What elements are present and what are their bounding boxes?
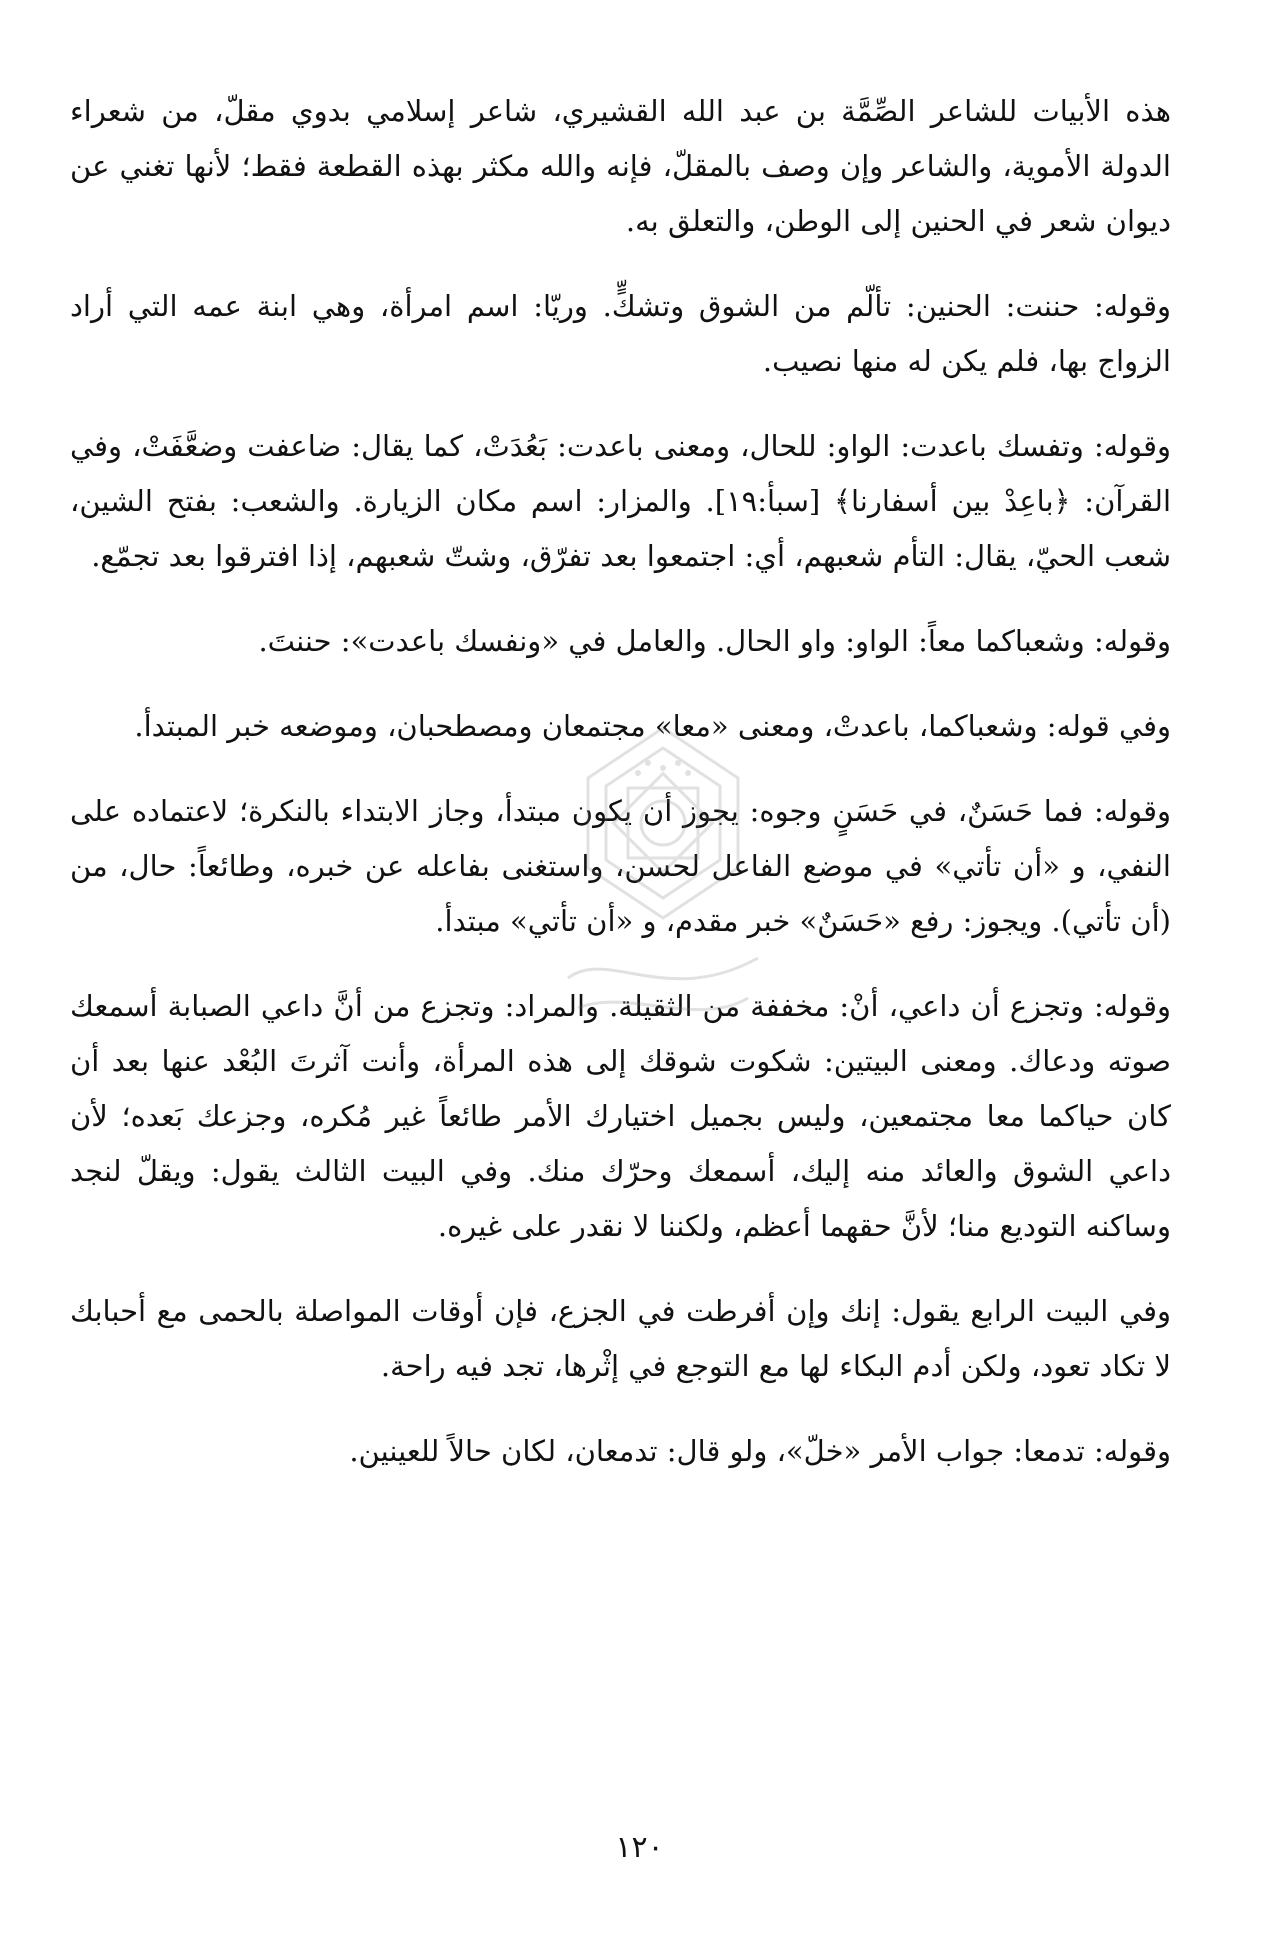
paragraph-3: وقوله: وتفسك باعدت: الواو: للحال، ومعنى باعدت: بَعُدَتْ، كما يقال: ضاعفت وضعَّفَتْ، وفي القرآن: ﴿باعِدْ بين أسفارنا﴾ [سبأ:١٩]. والمزار: اسم مكان الزيارة. والشعب: بفتح الشين، شعب الحيّ، يقال: التأم شعبهم، أي: اجتمعوا بعد تفرّق، وشتّ شعبهم، إذا افترقوا بعد تجمّع.	[70, 429, 1171, 573]
paragraph-8: وفي البيت الرابع يقول: إنك وإن أفرطت في الجزع، فإن أوقات المواصلة بالحمى مع أحبابك لا تكاد تعود، ولكن أدم البكاء لها مع التوجع في إثْرها، تجد فيه راحة.	[70, 1294, 1171, 1383]
body-text	[70, 84, 1171, 1509]
paragraph-9: وقوله: تدمعا: جواب الأمر «خلّ»، ولو قال: تدمعان، لكان حالاً للعينين.	[349, 1434, 1171, 1468]
paragraph-7: وقوله: وتجزع أن داعي، أنْ: مخففة من الثقيلة. والمراد: وتجزع من أنَّ داعي الصبابة أسمعك صوته ودعاك. ومعنى البيتين: شكوت شوقك إلى هذه المرأة، وأنت آثرتَ البُعْد عنها بعد أن كان حياكما معا مجتمعين، وليس بجميل اختيارك الأمر طائعاً غير مُكره، وجزعك بَعده؛ لأن داعي الشوق والعائد منه إليك، أسمعك وحرّك منك. وفي البيت الثالث يقول: ويقلّ لنجد وساكنه التوديع منا؛ لأنَّ حقهما أعظم، ولكننا لا نقدر على غيره.	[70, 989, 1171, 1243]
paragraph-6: وقوله: فما حَسَنٌ، في حَسَنٍ وجوه: يجوز أن يكون مبتدأ، وجاز الابتداء بالنكرة؛ لاعتماده على النفي، و «أن تأتي» في موضع الفاعل لحسن، واستغنى بفاعله عن خبره، وطائعاً: حال، من (أن تأتي). ويجوز: رفع «حَسَنٌ» خبر مقدم، و «أن تأتي» مبتدأ.	[70, 794, 1171, 938]
paragraph-1: هذه الأبيات للشاعر الصِّمَّة بن عبد الله القشيري، شاعر إسلامي بدوي مقلّ، من شعراء الدولة الأموية، والشاعر وإن وصف بالمقلّ، فإنه والله مكثر بهذه القطعة فقط؛ لأنها تغني عن ديوان شعر في الحنين إلى الوطن، والتعلق به.	[70, 94, 1171, 238]
paragraph-5: وفي قوله: وشعباكما، باعدتْ، ومعنى «معا» مجتمعان ومصطحبان، وموضعه خبر المبتدأ.	[134, 709, 1171, 743]
page-number: ١٢٠	[615, 1830, 664, 1865]
paragraph-4: وقوله: وشعباكما معاً: الواو: واو الحال. والعامل في «ونفسك باعدت»: حننتَ.	[258, 624, 1171, 658]
paragraph-2: وقوله: حننت: الحنين: تألّم من الشوق وتشكٍّ. وريّا: اسم امرأة، وهي ابنة عمه التي أراد الزواج بها، فلم يكن له منها نصيب.	[70, 289, 1171, 378]
